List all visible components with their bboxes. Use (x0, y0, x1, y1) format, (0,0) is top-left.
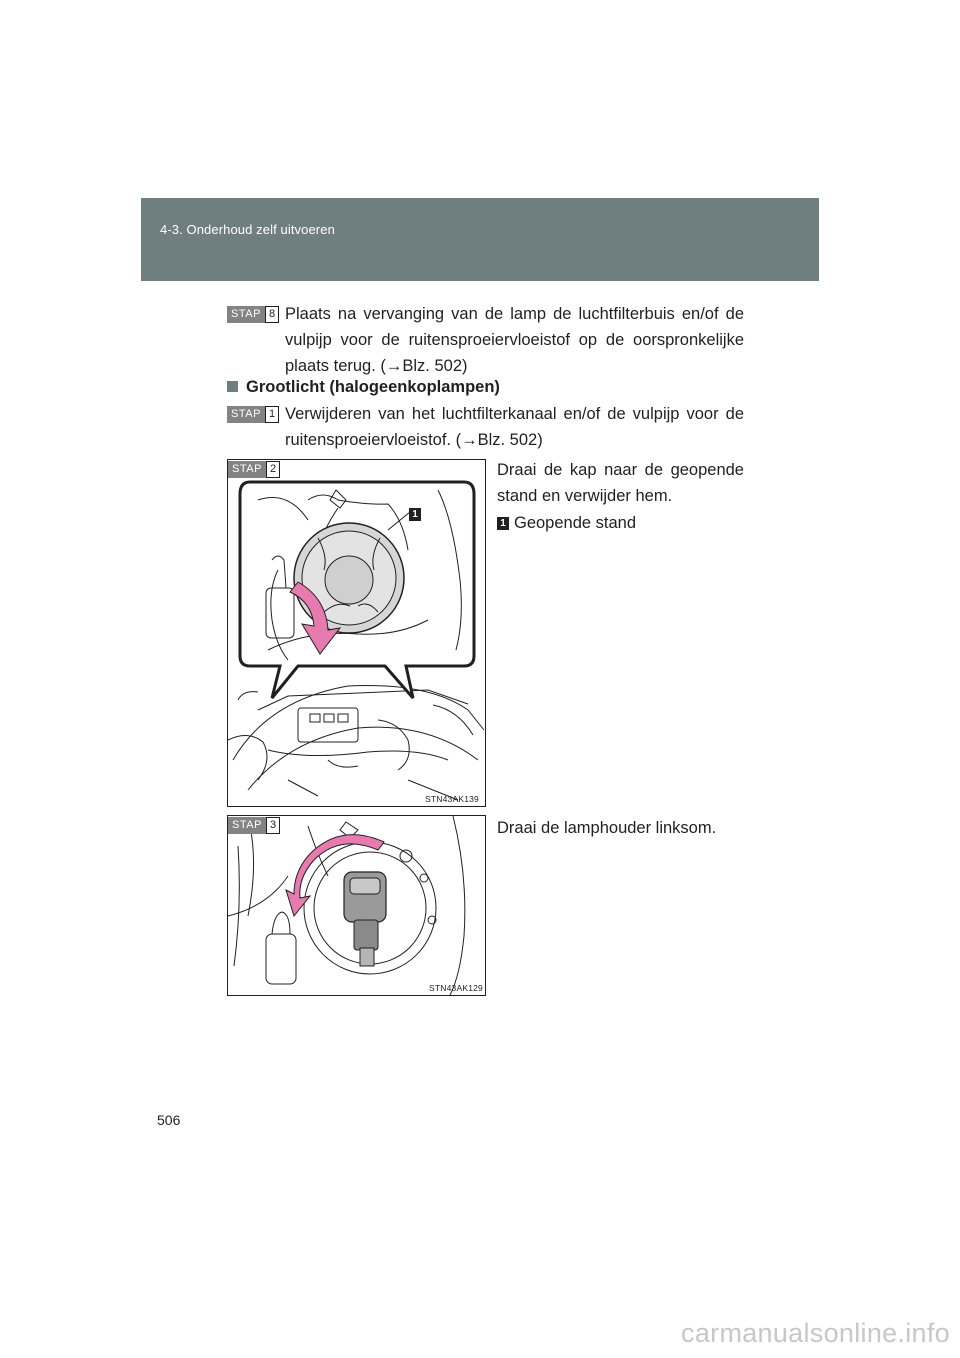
step-badge-8 (227, 306, 279, 323)
step-2-text (497, 457, 744, 509)
step-8-text (285, 301, 744, 379)
step-number: 1 (265, 406, 279, 423)
step-8-line-2: vulpijp voor de ruitensproeiervloeistof op de oorspronkelijke (285, 331, 744, 349)
callout-legend (497, 513, 636, 533)
engine-bay-illustration (228, 460, 485, 806)
step-8-line-1: Plaats na vervanging van de lamp de luchtfilterbuis en/of de (285, 305, 744, 323)
step-1-line-1: Verwijderen van het luchtfilterkanaal en/of de vulpijp voor de (285, 405, 744, 423)
step-2-line-1: Draai de kap naar de geopende (497, 461, 744, 479)
figure-remove-cap (227, 459, 486, 807)
callout-legend-badge: 1 (497, 517, 509, 530)
step-1-line-2: ruitensproeiervloeistof. (→Blz. 502) (285, 431, 543, 449)
chapter-header (141, 198, 819, 281)
square-bullet-icon (227, 381, 238, 392)
bulb-holder-illustration (228, 816, 485, 995)
step-2-line-2: stand en verwijder hem. (497, 487, 673, 505)
step-label: STAP (227, 406, 265, 423)
step-label: STAP (228, 817, 266, 834)
section-heading-text: Grootlicht (halogeenkoplampen) (246, 378, 500, 396)
step-badge-1 (227, 406, 279, 423)
step-badge-2 (228, 461, 280, 478)
step-label: STAP (227, 306, 265, 323)
page-number: 506 (157, 1112, 181, 1128)
callout-badge-1: 1 (409, 504, 421, 522)
chapter-title: 4-3. Onderhoud zelf uitvoeren (160, 222, 335, 237)
step-badge-3 (228, 817, 280, 834)
figure-code: STN43AK129 (429, 983, 483, 993)
watermark: carmanualsonline.info (681, 1318, 950, 1348)
callout-legend-text: Geopende stand (514, 514, 637, 532)
step-8-line-3: plaats terug. (→Blz. 502) (285, 357, 468, 375)
section-heading (227, 374, 500, 400)
step-label: STAP (228, 461, 266, 478)
step-number: 8 (265, 306, 279, 323)
figure-bulb-holder (227, 815, 486, 996)
figure-code: STN43AK139 (425, 794, 479, 804)
step-number: 3 (266, 817, 280, 834)
step-1-text (285, 401, 744, 453)
step-number: 2 (266, 461, 280, 478)
step-3-text: Draai de lamphouder linksom. (497, 819, 717, 837)
